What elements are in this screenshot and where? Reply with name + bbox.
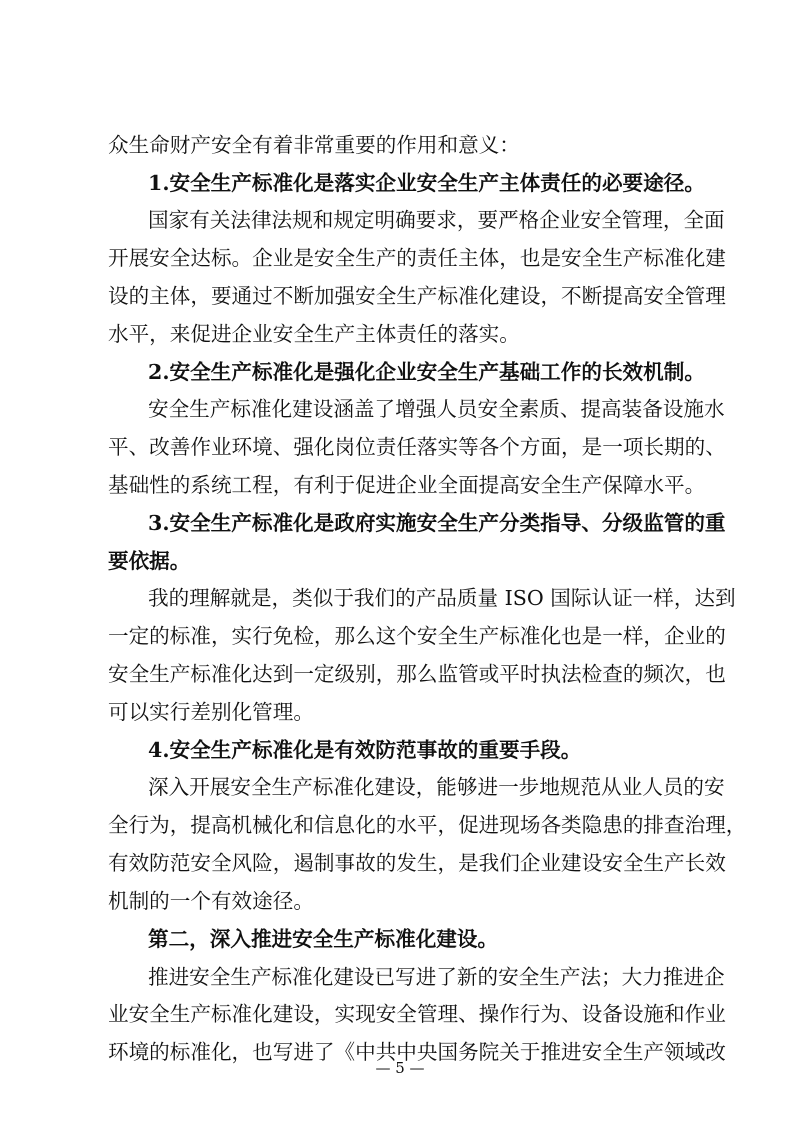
text-line: 众生命财产安全有着非常重要的作用和意义：	[108, 133, 520, 157]
text-line: 业安全生产标准化建设，实现安全管理、操作行为、设备设施和作业	[108, 1002, 726, 1026]
text-line: 环境的标准化，也写进了《中共中央国务院关于推进安全生产领域改	[108, 1040, 726, 1064]
text-line: 水平，来促进企业安全生产主体责任的落实。	[108, 322, 520, 346]
text-line: 设的主体，要通过不断加强安全生产标准化建设，不断提高安全管理	[108, 284, 726, 308]
page-number: — 5 —	[375, 1059, 425, 1077]
section-heading-2: 2.安全生产标准化是强化企业安全生产基础工作的长效机制。	[148, 360, 705, 384]
text-line: 平、改善作业环境、强化岗位责任落实等各个方面，是一项长期的、	[108, 435, 726, 459]
text-line: 有效防范安全风险，遏制事故的发生，是我们企业建设安全生产长效	[108, 851, 726, 875]
section-heading-3: 3.安全生产标准化是政府实施安全生产分类指导、分级监管的重	[148, 511, 726, 535]
text-line: 安全生产标准化达到一定级别，那么监管或平时执法检查的频次，也	[108, 662, 726, 686]
text-line: 推进安全生产标准化建设已写进了新的安全生产法；大力推进企	[148, 965, 725, 989]
text-line: 可以实行差别化管理。	[108, 700, 314, 724]
section-heading-1: 1.安全生产标准化是落实企业安全生产主体责任的必要途径。	[148, 171, 705, 195]
text-line: 机制的一个有效途径。	[108, 889, 314, 913]
text-line: 安全生产标准化建设涵盖了增强人员安全素质、提高装备设施水	[148, 397, 725, 421]
text-line: 深入开展安全生产标准化建设，能够进一步地规范从业人员的安	[148, 775, 725, 799]
section-heading-4: 4.安全生产标准化是有效防范事故的重要手段。	[148, 738, 582, 762]
section-heading-second: 第二，深入推进安全生产标准化建设。	[148, 927, 499, 951]
text-line: 我的理解就是，类似于我们的产品质量 ISO 国际认证一样，达到	[148, 586, 736, 610]
section-heading-3-cont: 要依据。	[108, 549, 191, 573]
text-line: 国家有关法律法规和规定明确要求，要严格企业安全管理，全面	[148, 208, 725, 232]
text-line: 一定的标准，实行免检，那么这个安全生产标准化也是一样，企业的	[108, 624, 726, 648]
text-line: 基础性的系统工程，有利于促进企业全面提高安全生产保障水平。	[108, 473, 706, 497]
text-line: 全行为，提高机械化和信息化的水平，促进现场各类隐患的排查治理，	[108, 813, 747, 837]
text-line: 开展安全达标。企业是安全生产的责任主体，也是安全生产标准化建	[108, 246, 726, 270]
